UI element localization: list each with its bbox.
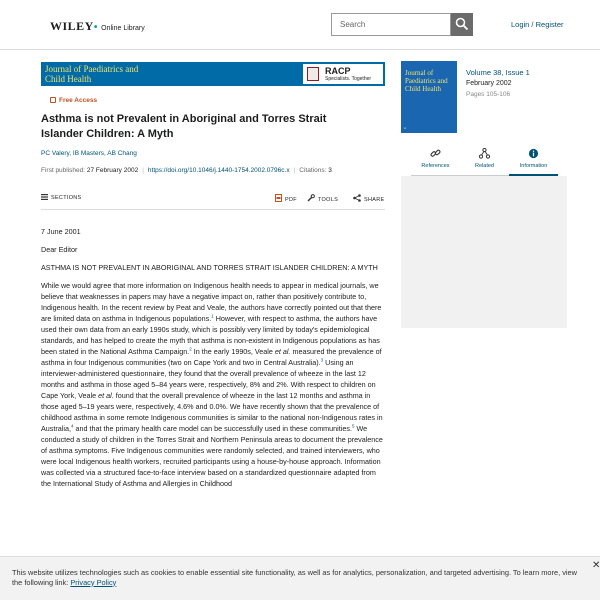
text-segment: et al. xyxy=(98,391,114,400)
reference-link[interactable]: 5 xyxy=(351,423,355,429)
list-icon xyxy=(41,194,48,200)
tools-button[interactable] xyxy=(307,194,338,203)
free-access-badge xyxy=(50,97,97,104)
lock-icon xyxy=(50,97,56,103)
privacy-policy-link[interactable]: Privacy Policy xyxy=(70,577,117,587)
letter-date: 7 June 2001 xyxy=(41,227,81,236)
pdf-icon xyxy=(275,194,282,202)
search-icon xyxy=(455,17,469,31)
cover-title-line2: Child Health xyxy=(405,85,441,93)
author-link[interactable]: IB Masters xyxy=(72,150,104,157)
network-icon xyxy=(479,148,490,159)
cover-title-line1: Journal of Paediatrics and xyxy=(405,69,448,85)
text-segment: Using an interviewer-administered questionnaire, they found that the overall prevalence of wheeze in the last 12 months and asthma in those aged 5–84 years were, respectively, 8% and 2%. With respect to children on Cape York, Veale xyxy=(41,358,376,400)
article-toolbar xyxy=(41,190,385,210)
cookie-text xyxy=(12,568,582,587)
journal-banner[interactable] xyxy=(41,62,385,86)
body-paragraph xyxy=(41,280,385,489)
cookie-message: This website utilizes technologies such as cookies to enable essential site functionality, as well as for analytics, personalization, and targeted advertising. To learn more, view the following link: xyxy=(12,568,577,587)
article-body xyxy=(41,226,385,496)
search-input[interactable]: Search xyxy=(331,13,451,36)
information-panel xyxy=(401,176,567,328)
share-button[interactable] xyxy=(353,194,384,203)
racp-logo xyxy=(303,64,383,84)
reference-link[interactable]: 3 xyxy=(320,357,324,363)
sections-button[interactable] xyxy=(41,194,82,201)
issue-pages: Pages 105-106 xyxy=(466,91,511,98)
tab-references[interactable] xyxy=(411,143,460,176)
text-segment: While we would agree that more information on Indigenous health needs to appear in medical journals, we believe that weaknesses in papers may have a negative impact on, rather than positively contribute to, Indigenous health. In the recent review by Peat and Veale, the authors have correctly pointed out that there are limited data on asthma in Indigenous populations. xyxy=(41,281,382,323)
author-list: PC Valery, IB Masters, AB Chang xyxy=(41,150,137,157)
cover-publisher-mark: ▪▪ xyxy=(404,126,407,130)
letter-heading: ASTHMA IS NOT PREVALENT IN ABORIGINAL AND TORRES STRAIT ISLANDER CHILDREN: A MYTH xyxy=(41,263,378,272)
publication-info: First published: 27 February 2002 | https://doi.org/10.1046/j.1440-1754.2002.0796c.x | Citations: 3 xyxy=(41,167,332,174)
racp-title: RACP xyxy=(325,66,351,76)
close-icon[interactable]: ✕ xyxy=(592,560,600,571)
doi-link[interactable]: https://doi.org/10.1046/j.1440-1754.2002.0796c.x xyxy=(147,167,290,174)
wiley-logo[interactable] xyxy=(50,19,145,34)
reference-link[interactable]: 2 xyxy=(189,346,192,352)
search-button[interactable] xyxy=(451,13,473,36)
tools-label: TOOLS xyxy=(318,197,339,203)
cookie-banner xyxy=(0,556,600,600)
wrench-icon xyxy=(307,194,315,202)
author-link[interactable]: AB Chang xyxy=(107,150,137,157)
tab-related-label: Related xyxy=(475,163,494,169)
link-icon xyxy=(430,148,441,159)
tab-related[interactable] xyxy=(460,143,509,176)
issue-date: February 2002 xyxy=(466,80,512,87)
tab-information-label: Information xyxy=(519,163,548,169)
logo-brand: WILEY xyxy=(50,19,94,33)
citations-label: Citations: xyxy=(299,167,327,174)
text-segment: In the early 1990s, Veale xyxy=(191,347,275,356)
pdf-button[interactable] xyxy=(275,194,297,203)
free-access-label: Free Access xyxy=(59,97,98,104)
letter-salutation: Dear Editor xyxy=(41,245,78,254)
citations-count[interactable]: 3 xyxy=(328,167,332,174)
info-icon xyxy=(528,148,539,159)
banner-journal-line2: Child Health xyxy=(45,74,92,84)
article-title: Asthma is not Prevalent in Aboriginal and Torres Strait Islander Children: A Myth xyxy=(41,113,327,140)
text-segment: and that the primary health care model can be successfully used in these communities. xyxy=(73,424,352,433)
login-register-link[interactable]: Login / Register xyxy=(511,20,564,29)
racp-crest-icon xyxy=(307,67,319,81)
author-link[interactable]: PC Valery xyxy=(41,150,70,157)
volume-issue-link[interactable]: Volume 38, Issue 1 xyxy=(466,68,530,77)
journal-cover[interactable] xyxy=(401,61,457,133)
banner-journal-line1: Journal of Paediatrics and xyxy=(45,64,139,74)
text-segment: found that the overall prevalence of wheeze in the last 12 months and asthma in those aged 5–19 years were, respectively, 4.6% and 0.0%. We have recently shown that the prevalence of childhood asthma in some remote Indigenous communities is similar to the national non-Indigenous rates in Australia, xyxy=(41,391,383,433)
site-header xyxy=(0,0,600,50)
sidebar-tabs xyxy=(411,143,558,176)
reference-link[interactable]: 4 xyxy=(70,423,74,429)
share-icon xyxy=(353,194,361,202)
banner-journal-title xyxy=(45,64,138,84)
cover-title xyxy=(405,69,457,93)
tab-information[interactable] xyxy=(509,143,558,176)
text-segment: measured the prevalence of asthma in four Indigenous communities (two on Cape York and two in Central Australia). xyxy=(41,347,382,367)
first-published-label: First published: xyxy=(41,167,86,174)
logo-dot-icon: • xyxy=(93,22,98,33)
tab-references-label: References xyxy=(421,163,450,169)
pdf-label: PDF xyxy=(285,197,297,203)
reference-link[interactable]: 1 xyxy=(211,313,214,319)
text-segment: et al. xyxy=(274,347,291,356)
sections-label: SECTIONS xyxy=(51,195,82,201)
share-label: SHARE xyxy=(364,197,385,203)
first-published-date: 27 February 2002 xyxy=(86,167,139,174)
text-segment: However, with respect to asthma, the authors have used their own data from an early 1990s study, which is possibly very limited by today's epidemiological standards, and has helped to create the myth that asthma is non-existent in Indigenous populations as has been stated in the National Asthma Campaign. xyxy=(41,314,380,356)
logo-suffix: Online Library xyxy=(101,25,145,32)
text-segment: We conducted a study of children in the Torres Strait and Northern Peninsula areas to document the prevalence of asthma symptoms. Five Indigenous communities were randomly selected, and trained interviewers, who were local Indigenous health workers, recruited participants using a house-by-house approach. Information was collected via a structured face-to-face interview based on a standardized questionnaire adapted from the International Study of Asthma and Allergies in Childhood xyxy=(41,424,383,488)
racp-subtitle: Specialists. Together xyxy=(325,76,372,82)
